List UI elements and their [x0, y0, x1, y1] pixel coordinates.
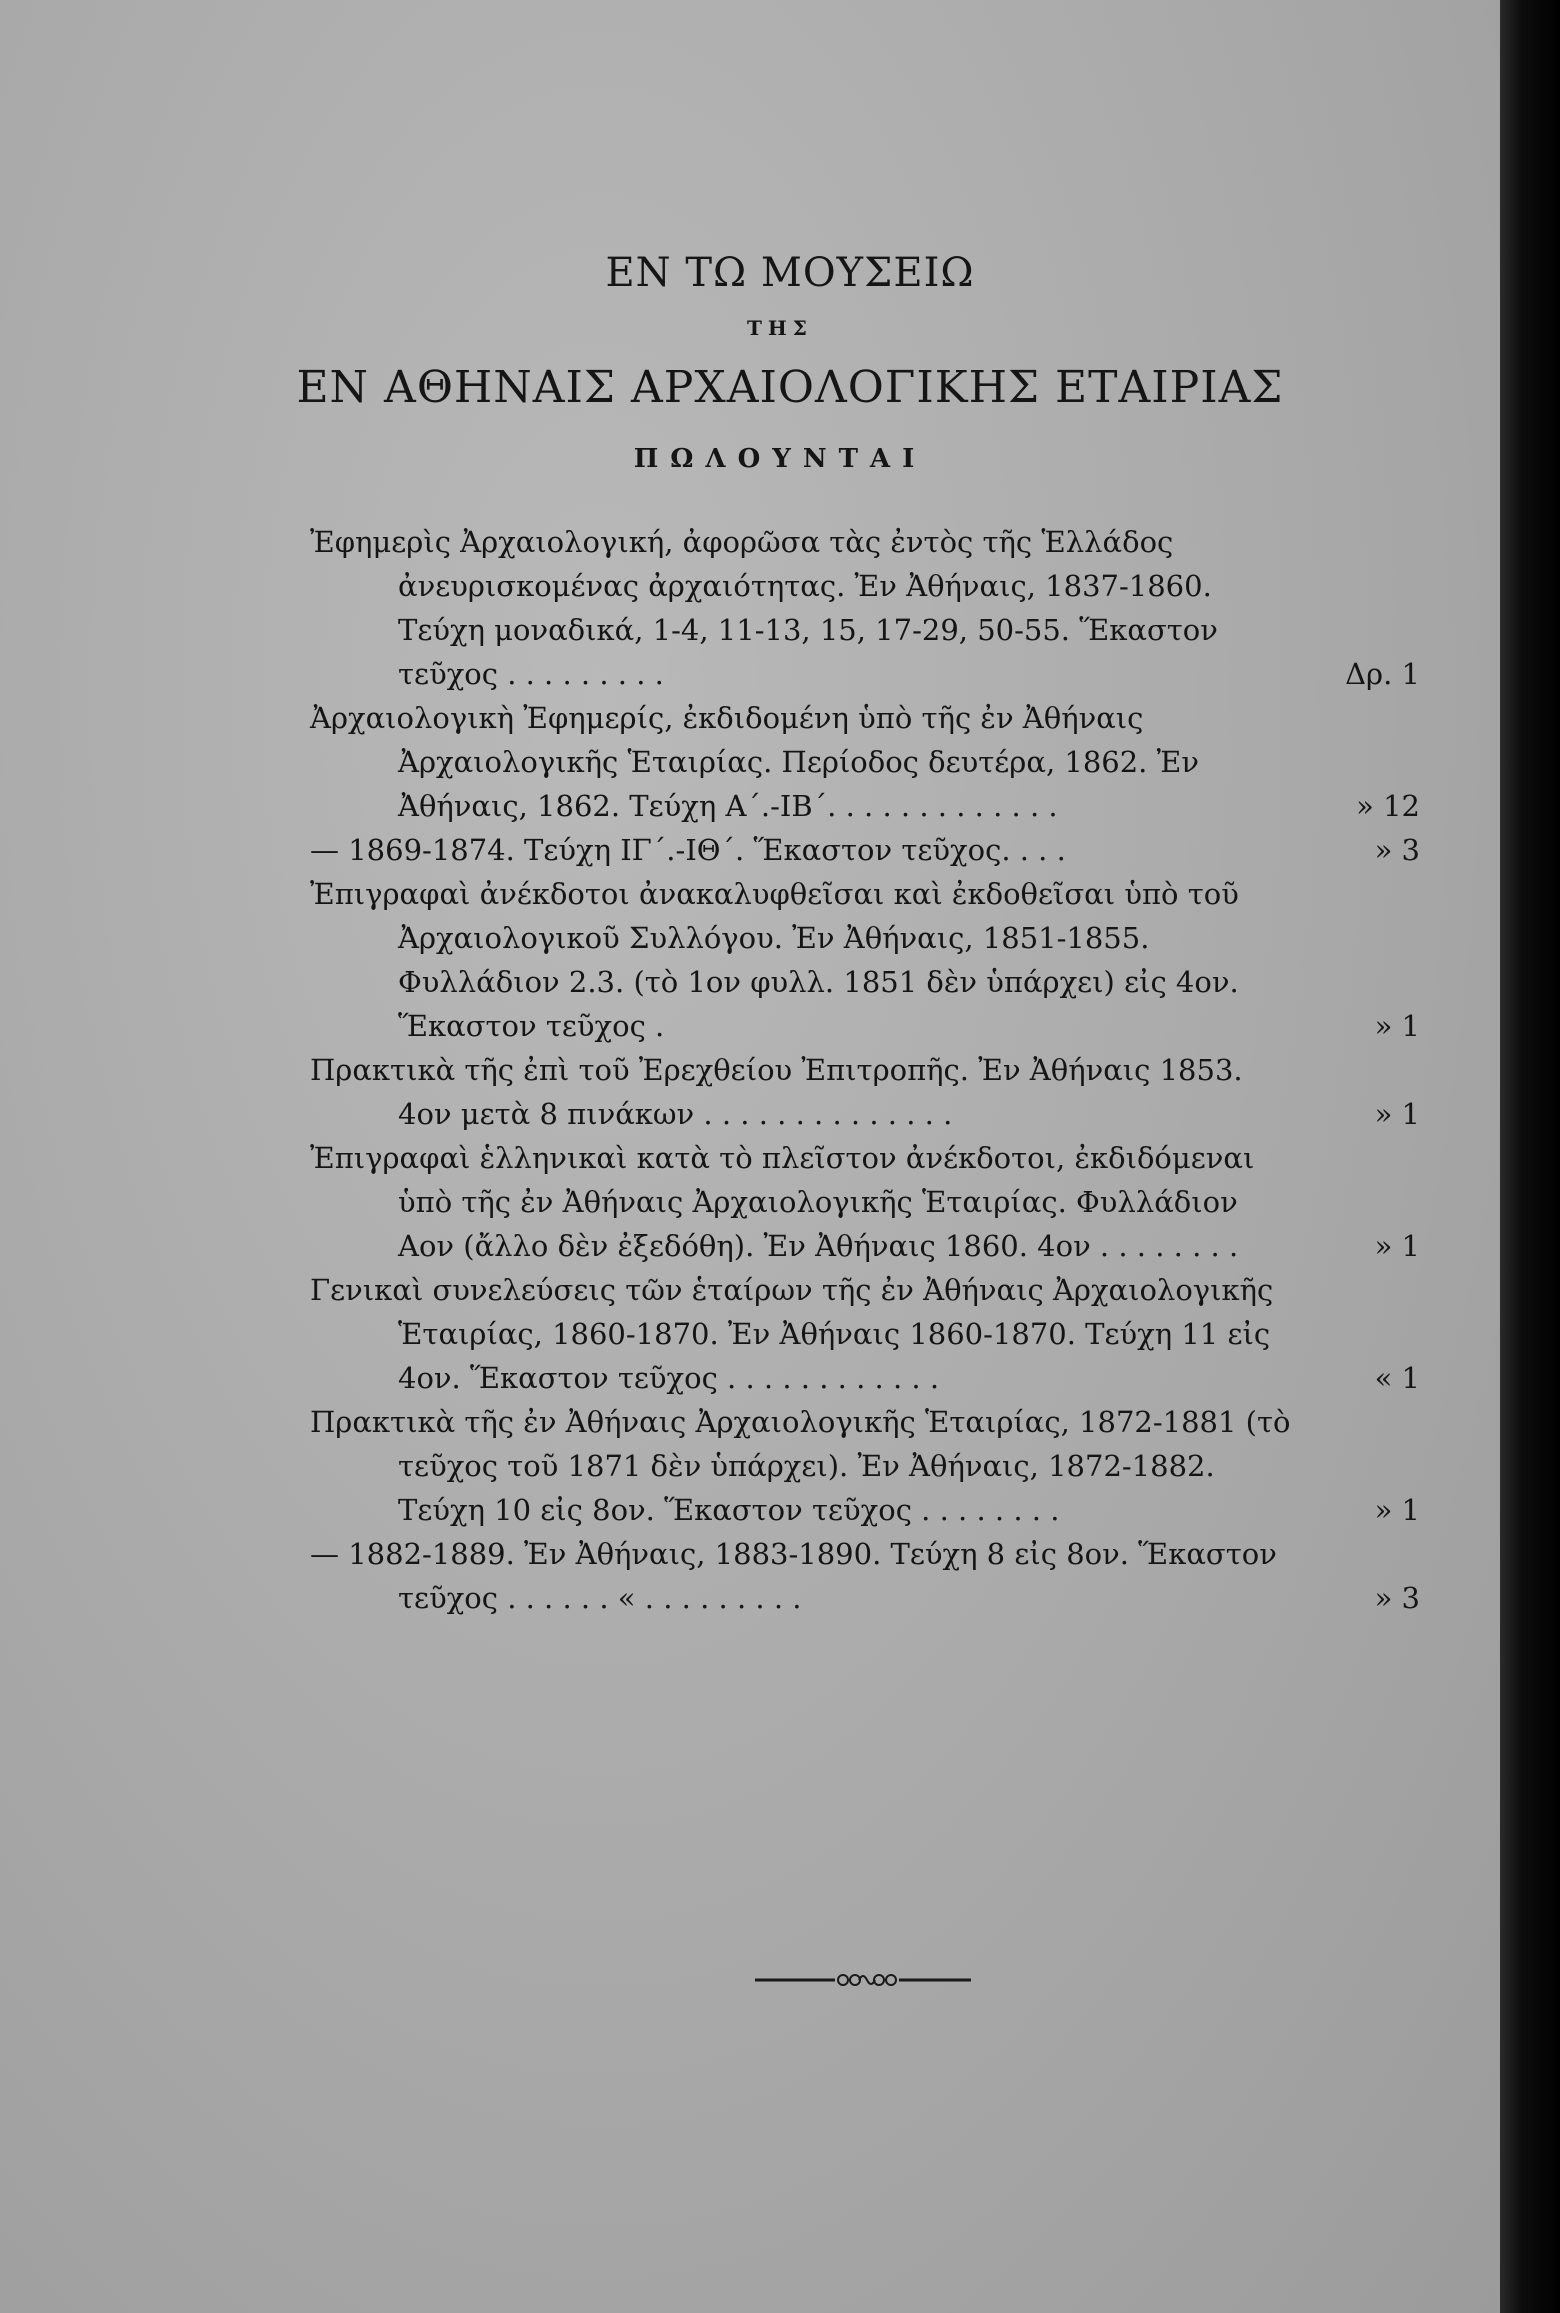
entry-price: « 1 [1374, 1361, 1420, 1395]
list-item [310, 520, 1420, 696]
entry-price: » 1 [1374, 1009, 1420, 1043]
entry-text: Πρακτικὰ τῆς ἐν Ἀθήναις Ἀρχαιολογικῆς Ἑταιρίας, 1872-1881 (τὸ τεῦχος τοῦ 1871 δὲν ὑπάρχει). Ἐν Ἀθήναις, 1872-1882. Τεύχη 10 εἰς 8ον. Ἕκαστον τεῦχος . . . . . . . . [310, 1405, 1291, 1527]
entry-price: » 1 [1374, 1097, 1420, 1131]
entry-price: Δρ. 1 [1345, 657, 1420, 691]
list-item [310, 1532, 1420, 1620]
list-item [310, 828, 1420, 872]
entry-price: » 1 [1374, 1493, 1420, 1527]
list-item [310, 1400, 1420, 1532]
book-gutter-shadow [1500, 0, 1560, 2313]
list-item [310, 872, 1420, 1048]
list-item [310, 1048, 1420, 1136]
entry-text: Πρακτικὰ τῆς ἐπὶ τοῦ Ἐρεχθείου Ἐπιτροπῆς. Ἐν Ἀθήναις 1853. 4ον μετὰ 8 πινάκων . . . . . . . . . . . . . . [310, 1053, 1243, 1131]
entry-text: Ἐπιγραφαὶ ἑλληνικαὶ κατὰ τὸ πλεῖστον ἀνέκδοτοι, ἐκδιδόμεναι ὑπὸ τῆς ἐν Ἀθήναις Ἀρχαιολογικῆς Ἑταιρίας. Φυλλάδιον Αον (ἄλλο δὲν ἐξεδόθη). Ἐν Ἀθήναις 1860. 4ον . . . . . . . . [310, 1141, 1255, 1263]
entry-text: Ἐφημερὶς Ἀρχαιολογική, ἀφορῶσα τὰς ἐντὸς τῆς Ἑλλάδος ἀνευρισκομένας ἀρχαιότητας. Ἐν Ἀθήναις, 1837-1860. Τεύχη μοναδικά, 1-4, 11-13, 15, 17-29, 50-55. Ἕκαστον τεῦχος . . . . . . . . . [310, 525, 1218, 691]
price-list [310, 520, 1420, 1620]
entry-text: — 1869-1874. Τεύχη ΙΓ΄.-ΙΘ΄. Ἕκαστον τεῦχος. . . . [310, 833, 1066, 867]
entry-price: » 3 [1374, 833, 1420, 867]
list-item [310, 1136, 1420, 1268]
entry-text: — 1882-1889. Ἐν Ἀθήναις, 1883-1890. Τεύχη 8 εἰς 8ον. Ἕκαστον τεῦχος . . . . . . « . . . . . . . . . [310, 1537, 1277, 1615]
entry-price: » 1 [1374, 1229, 1420, 1263]
entry-text: Γενικαὶ συνελεύσεις τῶν ἑταίρων τῆς ἐν Ἀθήναις Ἀρχαιολογικῆς Ἑταιρίας, 1860-1870. Ἐν Ἀθήναις 1860-1870. Τεύχη 11 εἰς 4ον. Ἕκαστον τεῦχος . . . . . . . . . . . . [310, 1273, 1274, 1395]
ornamental-rule-icon [755, 1970, 971, 1990]
header-museum: ΕΝ ΤΩ ΜΟΥΣΕΙΩ [605, 250, 975, 296]
header-society: ΕΝ ΑΘΗΝΑΙΣ ΑΡΧΑΙΟΛΟΓΙΚΗΣ ΕΤΑΙΡΙΑΣ [296, 362, 1284, 413]
list-item [310, 696, 1420, 828]
entry-price: » 3 [1374, 1581, 1420, 1615]
list-item [310, 1268, 1420, 1400]
header-article: ΤΗΣ [747, 316, 813, 340]
entry-text: Ἐπιγραφαὶ ἀνέκδοτοι ἀνακαλυφθεῖσαι καὶ ἐκδοθεῖσαι ὑπὸ τοῦ Ἀρχαιολογικοῦ Συλλόγου. Ἐν Ἀθήναις, 1851-1855. Φυλλάδιον 2.3. (τὸ 1ον φυλλ. 1851 δὲν ὑπάρχει) εἰς 4ον. Ἕκαστον τεῦχος . [310, 877, 1239, 1043]
entry-price: » 12 [1356, 789, 1420, 823]
header-for-sale: ΠΩΛΟΥΝΤΑΙ [633, 444, 927, 474]
entry-text: Ἀρχαιολογικὴ Ἐφημερίς, ἐκδιδομένη ὑπὸ τῆς ἐν Ἀθήναις Ἀρχαιολογικῆς Ἑταιρίας. Περίοδος δευτέρα, 1862. Ἐν Ἀθήναις, 1862. Τεύχη Α΄.-ΙΒ΄. . . . . . . . . . . . . [310, 701, 1199, 823]
